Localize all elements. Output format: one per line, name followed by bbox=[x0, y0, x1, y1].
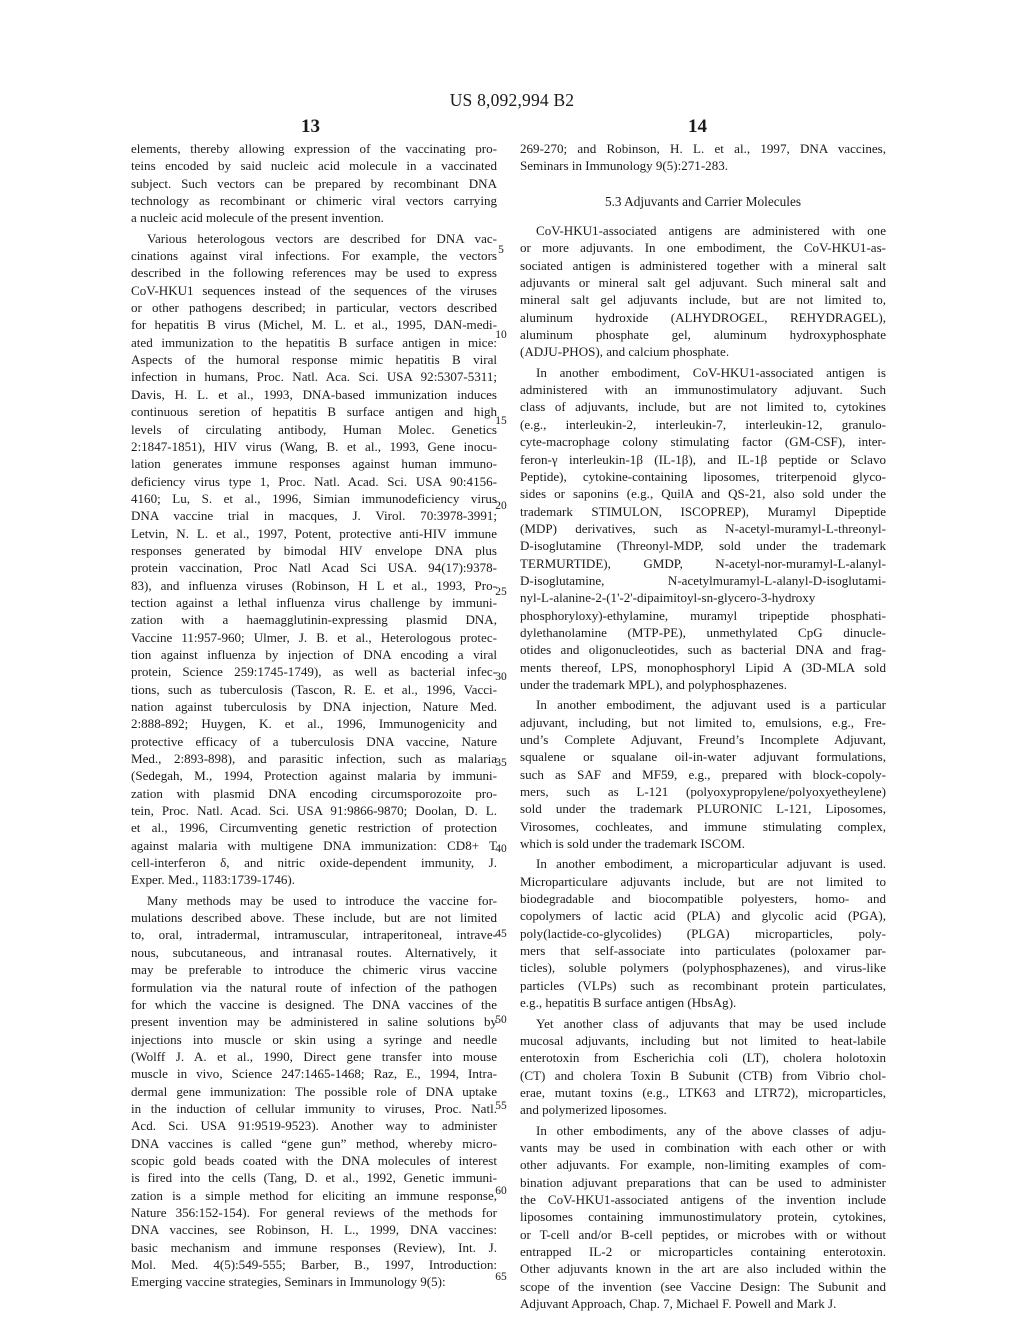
text-line: mineral salt gel adjuvants include, but are not limited to, bbox=[520, 292, 886, 308]
line-number: 5 bbox=[498, 244, 504, 256]
text-line: tions, such as tuberculosis (Tascon, R. E. et al., 1996, Vacci- bbox=[131, 681, 497, 697]
text-line: mucosal adjuvants, including but not limited to heat-labile bbox=[520, 1032, 886, 1048]
text-line: (ADJU-PHOS), and calcium phosphate. bbox=[520, 344, 730, 360]
text-line: or other pathogens described; in particular, vectors described bbox=[131, 300, 497, 316]
text-line: for hepatitis B virus (Michel, M. L. et al., 1995, DAN-medi- bbox=[131, 317, 497, 333]
text-line: (Wolff J. A. et al., 1990, Direct gene transfer into mouse bbox=[131, 1048, 497, 1064]
text-line: such as SAF and MF59, e.g., prepared with block-copoly- bbox=[520, 766, 886, 782]
text-line: Yet another class of adjuvants that may be used include bbox=[536, 1015, 886, 1031]
text-line: ticles), soluble polymers (polyphosphazenes), and virus-like bbox=[520, 960, 886, 976]
text-line: ments thereof, LPS, monophosphoryl Lipid A (3D-MLA sold bbox=[520, 659, 886, 675]
text-line: scope of the invention (see Vaccine Design: The Subunit and bbox=[520, 1278, 886, 1294]
text-line: zation with a haemagglutinin-expressing plasmid DNA, bbox=[131, 612, 497, 628]
text-line: levels of circulating antibody, Human Molec. Genetics bbox=[131, 421, 497, 437]
text-line: In other embodiments, any of the above classes of adju- bbox=[536, 1122, 886, 1138]
text-line: D-isoglutamine, N-acetylmuramyl-L-alanyl-D-isoglutami- bbox=[520, 572, 886, 588]
text-line: Seminars in Immunology 9(5):271-283. bbox=[520, 158, 729, 174]
text-line: (MDP) derivatives, such as N-acetyl-muramyl-L-threonyl- bbox=[520, 520, 886, 536]
text-line: formulation via the natural route of infection of the pathogen bbox=[131, 979, 497, 995]
text-line: TERMURTIDE), GMDP, N-acetyl-nor-muramyl-L-alanyl- bbox=[520, 555, 886, 571]
text-line: Vaccine 11:957-960; Ulmer, J. B. et al., Heterologous protec- bbox=[131, 629, 497, 645]
text-line: 2:888-892; Huygen, K. et al., 1996, Immunogenicity and bbox=[131, 716, 497, 732]
text-line: described in the following references may be used to express bbox=[131, 265, 497, 281]
text-line: may be preferable to introduce the chimeric virus vaccine bbox=[131, 962, 497, 978]
text-line: infection in humans, Proc. Natl. Aca. Sci. USA 92:5307-5311; bbox=[131, 369, 497, 385]
text-line: aluminum phosphate gel, aluminum hydroxyphosphate bbox=[520, 327, 886, 343]
text-line: is fired into the cells (Tang, D. et al., 1992, Genetic immuni- bbox=[131, 1170, 497, 1186]
text-line: dylethanolamine (MTP-PE), unmethylated CpG dinucle- bbox=[520, 624, 886, 640]
text-line: dermal gene immunization: The possible role of DNA uptake bbox=[131, 1083, 497, 1099]
text-line: adjuvant, including, but not limited to, emulsions, e.g., Fre- bbox=[520, 714, 886, 730]
text-line: nation against tuberculosis by DNA injection, Nature Med. bbox=[131, 699, 497, 714]
line-number: 30 bbox=[495, 671, 507, 683]
text-line: cell-interferon δ, and nitric oxide-dependent immunity, J. bbox=[131, 855, 497, 871]
text-line: Med., 2:893-898), and parasitic infection, such as malaria bbox=[131, 751, 497, 767]
line-number: 45 bbox=[495, 928, 507, 940]
text-line: (e.g., interleukin-2, interleukin-7, interleukin-12, granulo- bbox=[520, 416, 886, 432]
text-line: et al., 1996, Circumventing genetic restriction of protection bbox=[131, 820, 497, 836]
paragraph bbox=[520, 1015, 886, 1119]
right-intro bbox=[520, 140, 886, 175]
text-line: cyte-macrophage colony stimulating factor (GM-CSF), inter- bbox=[520, 434, 886, 450]
text-line: Other adjuvants known in the art are also included within the bbox=[520, 1261, 886, 1277]
text-line: DNA vaccine trial in macques, J. Virol. 70:3978-3991; bbox=[131, 508, 497, 524]
text-line: poly(lactide-co-glycolides) (PLGA) microparticles, poly- bbox=[520, 925, 886, 941]
text-line: aluminum hydroxide (ALHYDROGEL, REHYDRAGEL), bbox=[520, 309, 886, 325]
text-line: sides or saponins (e.g., QuilA and QS-21, also sold under the bbox=[520, 486, 886, 502]
text-line: scopic gold beads coated with the DNA molecules of interest bbox=[131, 1152, 497, 1168]
paragraph bbox=[520, 222, 886, 361]
text-line: (Sedegah, M., 1994, Protection against malaria by immuni- bbox=[131, 768, 497, 784]
text-line: class of adjuvants, include, but are not limited to, cytokines bbox=[520, 399, 886, 415]
right-column bbox=[520, 140, 886, 1312]
text-line: CoV-HKU1 sequences instead of the sequences of the viruses bbox=[131, 282, 497, 298]
text-line: Aspects of the humoral response mimic hepatitis B viral bbox=[131, 352, 497, 368]
line-number: 40 bbox=[495, 843, 507, 855]
text-line: under the trademark MPL), and polyphosphazenes. bbox=[520, 676, 788, 692]
text-line: enterotoxin from Escherichia coli (LT), cholera holotoxin bbox=[520, 1050, 886, 1066]
line-number: 55 bbox=[495, 1100, 507, 1112]
page-number-right: 14 bbox=[688, 116, 707, 137]
line-number: 35 bbox=[495, 757, 507, 769]
text-line: CoV-HKU1-associated antigens are administered with one bbox=[536, 223, 886, 239]
text-line: in the induction of cellular immunity to viruses, Proc. Natl. bbox=[131, 1100, 497, 1116]
text-line: 4160; Lu, S. et al., 1996, Simian immunodeficiency virus bbox=[131, 490, 497, 506]
line-number: 10 bbox=[495, 329, 507, 341]
text-line: basic mechanism and immune responses (Review), Int. J. bbox=[131, 1239, 497, 1255]
text-line: phosphoryloxy)-ethylamine, muramyl tripeptide phosphati- bbox=[520, 607, 886, 623]
text-line: ated immunization to the hepatitis B surface antigen in mice: bbox=[131, 334, 497, 350]
text-line: DNA vaccines, see Robinson, H. L., 1999, DNA vaccines: bbox=[131, 1222, 497, 1238]
text-line: other adjuvants. For example, non-limiting examples of com- bbox=[520, 1157, 886, 1173]
text-line: or T-cell and/or B-cell peptides, or microbes with or without bbox=[520, 1226, 886, 1242]
left-column bbox=[131, 140, 497, 1291]
text-line: Microparticulare adjuvants include, but are not limited to bbox=[520, 873, 886, 889]
text-line: administered with an immunostimulatory adjuvant. Such bbox=[520, 382, 886, 398]
text-line: liposomes containing immunostimulatory protein, cytokines, bbox=[520, 1209, 886, 1225]
line-number: 15 bbox=[495, 415, 507, 427]
text-line: nyl-L-alanine-2-(1'-2'-dipaimitoyl-sn-glycero-3-hydroxy bbox=[520, 590, 816, 606]
text-line: teins encoded by said nucleic acid molecule in a vaccinated bbox=[131, 158, 497, 174]
text-line: protein, Science 259:1745-1749), as well as bacterial infec- bbox=[131, 664, 497, 680]
text-line: DNA vaccines is called “gene gun” method, whereby micro- bbox=[131, 1135, 497, 1151]
paragraph bbox=[520, 1122, 886, 1313]
paragraph bbox=[131, 230, 497, 889]
text-line: Virosomes, cochleates, and immune stimulating complex, bbox=[520, 818, 886, 834]
text-line: and polymerized liposomes. bbox=[520, 1102, 667, 1118]
text-line: the CoV-HKU1-associated antigens of the invention include bbox=[520, 1191, 886, 1207]
text-line: technology as recombinant or chimeric viral vectors carrying bbox=[131, 193, 497, 209]
text-line: tein, Proc. Natl. Acad. Sci. USA 91:9866-9870; Doolan, D. L. bbox=[131, 803, 497, 819]
text-line: cinations against viral infections. For example, the vectors bbox=[131, 248, 497, 264]
paragraph bbox=[520, 364, 886, 694]
text-line: tection against a lethal influenza virus challenge by immuni- bbox=[131, 594, 497, 610]
text-line: Letvin, N. L. et al., 1997, Potent, protective anti-HIV immune bbox=[131, 525, 497, 541]
text-line: e.g., hepatitis B surface antigen (HbsAg). bbox=[520, 995, 737, 1011]
text-line: Mol. Med. 4(5):549-555; Barber, B., 1997, Introduction: bbox=[131, 1257, 497, 1272]
text-line: otides and oligonucleotides, such as bacterial DNA and frag- bbox=[520, 642, 886, 658]
line-number: 20 bbox=[495, 500, 507, 512]
text-line: Davis, H. L. et al., 1993, DNA-based immunization induces bbox=[131, 386, 497, 402]
text-line: Exper. Med., 1183:1739-1746). bbox=[131, 872, 296, 888]
text-line: present invention may be administered in saline solutions by bbox=[131, 1014, 497, 1030]
text-line: trademark STIMULON, ISCOPREP), Muramyl Dipeptide bbox=[520, 503, 886, 519]
text-line: (CT) and cholera Toxin B Subunit (CTB) from Vibrio chol- bbox=[520, 1067, 886, 1083]
text-line: mers that self-associate into particulates (poloxamer par- bbox=[520, 943, 886, 959]
page-number-left: 13 bbox=[301, 116, 320, 137]
text-line: lation generates immune responses against human immuno- bbox=[131, 456, 497, 472]
text-line: Many methods may be used to introduce the vaccine for- bbox=[147, 892, 497, 908]
text-line: vants may be used in combination with each other or with bbox=[520, 1139, 886, 1155]
text-line: tion against influenza by injection of DNA encoding a viral bbox=[131, 646, 497, 662]
text-line: injections into muscle or skin using a syringe and needle bbox=[131, 1031, 497, 1047]
text-line: D-isoglutamine (Threonyl-MDP, sold under the trademark bbox=[520, 538, 886, 554]
text-line: muscle in vivo, Science 247:1465-1468; Raz, E., 1994, Intra- bbox=[131, 1066, 497, 1082]
text-line: responses generated by bimodal HIV envelope DNA plus bbox=[131, 542, 497, 558]
text-line: protective efficacy of a tuberculosis DNA vaccine, Nature bbox=[131, 733, 497, 749]
line-number: 65 bbox=[495, 1271, 507, 1283]
paragraph bbox=[520, 696, 886, 852]
text-line: In another embodiment, the adjuvant used is a particular bbox=[536, 697, 886, 713]
text-line: adjuvants or mineral salt gel adjuvant. Such mineral salt and bbox=[520, 275, 886, 291]
text-line: und’s Complete Adjuvant, Freund’s Incomplete Adjuvant, bbox=[520, 732, 886, 747]
text-line: biodegradable and biocompatible polyesters, homo- and bbox=[520, 891, 886, 907]
text-line: Emerging vaccine strategies, Seminars in Immunology 9(5): bbox=[131, 1274, 446, 1290]
text-line: 2:1847-1851), HIV virus (Wang, B. et al., 1993, Gene inocu- bbox=[131, 438, 497, 454]
section-heading: 5.3 Adjuvants and Carrier Molecules bbox=[604, 193, 802, 209]
text-line: or more adjuvants. In one embodiment, the CoV-HKU1-as- bbox=[520, 240, 886, 256]
text-line: nous, subcutaneous, and intranasal routes. Alternatively, it bbox=[131, 944, 497, 960]
text-line: In another embodiment, CoV-HKU1-associated antigen is bbox=[536, 364, 886, 380]
text-line: to, oral, intradermal, intramuscular, intraperitoneal, intrave- bbox=[131, 927, 497, 943]
patent-header: US 8,092,994 B2 bbox=[449, 90, 575, 110]
right-paragraphs bbox=[520, 222, 886, 1312]
text-line: zation is a simple method for eliciting an immune response, bbox=[131, 1187, 497, 1203]
text-line: a nucleic acid molecule of the present invention. bbox=[131, 210, 384, 226]
paragraph bbox=[131, 892, 497, 1291]
text-line: Adjuvant Approach, Chap. 7, Michael F. Powell and Mark J. bbox=[520, 1296, 837, 1311]
text-line: bination adjuvant preparations that can be used to administer bbox=[520, 1174, 886, 1190]
text-line: 83), and influenza viruses (Robinson, H L et al., 1993, Pro- bbox=[131, 577, 497, 593]
paragraph bbox=[131, 140, 497, 227]
text-line: continuous seretion of hepatitis B surface antigen and high bbox=[131, 404, 497, 420]
text-line: Various heterologous vectors are described for DNA vac- bbox=[147, 230, 497, 246]
text-line: against malaria with multigene DNA immunization: CD8+ T bbox=[131, 837, 497, 853]
text-line: protein vaccination, Proc Natl Acad Sci USA. 94(17):9378- bbox=[131, 560, 497, 576]
text-line: entrapped IL-2 or microparticles containing enterotoxin. bbox=[520, 1243, 886, 1259]
text-line: deficiency virus type 1, Proc. Natl. Acad. Sci. USA 90:4156- bbox=[131, 473, 497, 489]
line-number: 60 bbox=[495, 1185, 507, 1197]
line-number: 50 bbox=[495, 1014, 507, 1026]
text-line: feron-γ interleukin-1β (IL-1β), and IL-1β peptide or Sclavo bbox=[520, 451, 886, 467]
text-line: erae, mutant toxins (e.g., LTK63 and LTR72), microparticles, bbox=[520, 1084, 886, 1100]
text-line: copolymers of lactic acid (PLA) and glycolic acid (PGA), bbox=[520, 908, 886, 924]
paragraph bbox=[520, 855, 886, 1011]
text-line: Acd. Sci. USA 91:9519-9523). Another way to administer bbox=[131, 1118, 497, 1134]
text-line: mulations described above. These include, but are not limited bbox=[131, 910, 497, 926]
text-line: elements, thereby allowing expression of the vaccinating pro- bbox=[131, 141, 497, 156]
text-line: squalene or squalane oil-in-water adjuvant formulations, bbox=[520, 749, 886, 765]
line-number: 25 bbox=[495, 586, 507, 598]
text-line: zation with plasmid DNA encoding circumsporozoite pro- bbox=[131, 785, 497, 801]
text-line: sold under the trademark PLURONIC L-121, Liposomes, bbox=[520, 801, 886, 817]
text-line: which is sold under the trademark ISCOM. bbox=[520, 836, 746, 852]
text-line: Nature 356:152-154). For general reviews of the methods for bbox=[131, 1204, 497, 1220]
text-line: mers, such as L-121 (polyoxypropylene/polyoxyetheylene) bbox=[520, 784, 886, 800]
text-line: sociated antigen is administered together with a mineral salt bbox=[520, 257, 886, 273]
text-line: 269-270; and Robinson, H. L. et al., 1997, DNA vaccines, bbox=[520, 141, 886, 156]
text-line: Peptide), cytokine-containing liposomes, triterpenoid glyco- bbox=[520, 468, 886, 484]
text-line: particles (VLPs) such as recombinant protein particulates, bbox=[520, 977, 886, 993]
text-line: subject. Such vectors can be prepared by recombinant DNA bbox=[131, 175, 497, 191]
text-line: for which the vaccine is designed. The DNA vaccines of the bbox=[131, 996, 497, 1012]
text-line: In another embodiment, a microparticular adjuvant is used. bbox=[536, 856, 886, 872]
